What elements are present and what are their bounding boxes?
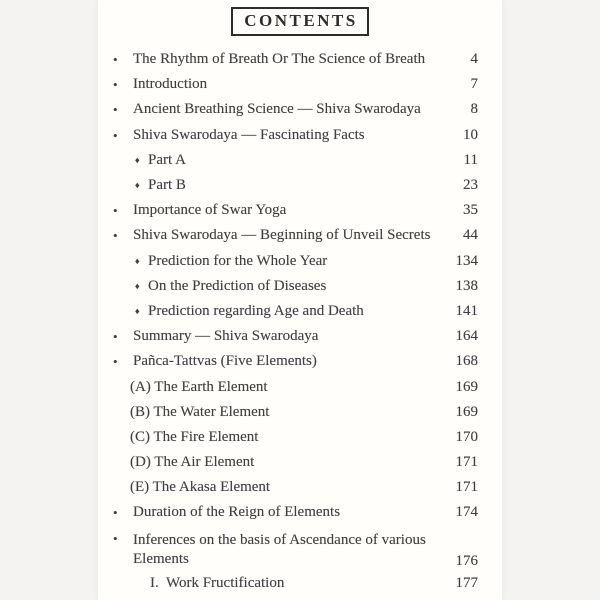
bullet-icon: ♦ — [135, 280, 140, 291]
entry-page-number: 134 — [455, 252, 478, 269]
bullet-icon: ♦ — [135, 154, 140, 165]
entry-page-number: 11 — [463, 151, 478, 168]
entry-page-number: 4 — [470, 51, 478, 68]
toc-row — [113, 249, 478, 274]
entry-page-number: 44 — [463, 227, 478, 244]
toc-list — [98, 47, 502, 596]
bullet-icon: • — [113, 102, 118, 118]
page-title: CONTENTS — [231, 7, 369, 36]
toc-row — [113, 123, 478, 148]
entry-label: Shiva Swarodaya — Fascinating Facts — [133, 126, 365, 143]
toc-row — [113, 324, 478, 349]
toc-row — [113, 72, 478, 97]
bullet-icon: • — [113, 203, 118, 219]
toc-row — [113, 97, 478, 122]
entry-page-number: 171 — [455, 479, 478, 496]
entry-page-number: 169 — [455, 378, 478, 395]
entry-label: Prediction regarding Age and Death — [148, 302, 364, 319]
toc-row — [113, 400, 478, 425]
entry-page-number: 7 — [470, 76, 478, 93]
entry-label: Part B — [148, 177, 186, 194]
toc-row — [113, 148, 478, 173]
entry-page-number: 138 — [455, 277, 478, 294]
entry-label: Summary — Shiva Swarodaya — [133, 328, 319, 345]
entry-label: Importance of Swar Yoga — [133, 202, 287, 219]
entry-label: Inferences on the basis of Ascendance of various Elements — [133, 531, 426, 568]
entry-label: (B) The Water Element — [130, 403, 270, 420]
toc-row — [113, 173, 478, 198]
entry-page-number: 176 — [455, 552, 478, 569]
entry-page-number: 174 — [455, 504, 478, 521]
toc-row — [113, 526, 478, 571]
contents-header — [98, 7, 502, 36]
entry-page-number: 177 — [455, 574, 478, 591]
entry-label: Shiva Swarodaya — Beginning of Unveil Secrets — [133, 227, 431, 244]
bullet-icon: • — [113, 52, 118, 68]
entry-label: Work Fructification — [166, 574, 285, 591]
bullet-icon: ♦ — [135, 180, 140, 191]
toc-row — [113, 475, 478, 500]
bullet-icon: ♦ — [135, 255, 140, 266]
toc-row — [113, 198, 478, 223]
bullet-icon: • — [113, 329, 118, 345]
scanned-book-page — [98, 0, 502, 600]
entry-label: On the Prediction of Diseases — [148, 277, 327, 294]
bullet-icon: • — [113, 530, 118, 546]
entry-label: Prediction for the Whole Year — [148, 252, 328, 269]
entry-page-number: 141 — [455, 302, 478, 319]
entry-label: (E) The Akasa Element — [130, 479, 271, 496]
toc-row — [113, 299, 478, 324]
entry-marker: I. — [150, 574, 159, 591]
entry-label: The Rhythm of Breath Or The Science of Breath — [133, 51, 426, 68]
entry-page-number: 23 — [463, 177, 478, 194]
entry-label: Duration of the Reign of Elements — [133, 504, 341, 521]
bullet-icon: ♦ — [135, 305, 140, 316]
entry-page-number: 168 — [455, 353, 478, 370]
toc-row — [113, 349, 478, 374]
entry-page-number: 169 — [455, 403, 478, 420]
entry-label: (A) The Earth Element — [130, 378, 268, 395]
bullet-icon: • — [113, 127, 118, 143]
entry-page-number: 10 — [463, 126, 478, 143]
toc-row — [113, 425, 478, 450]
toc-row — [113, 450, 478, 475]
entry-page-number: 164 — [455, 328, 478, 345]
toc-row — [113, 571, 478, 596]
entry-page-number: 171 — [455, 454, 478, 471]
toc-row — [113, 274, 478, 299]
entry-label: (C) The Fire Element — [130, 428, 259, 445]
entry-label: Part A — [148, 151, 186, 168]
entry-page-number: 8 — [470, 101, 478, 118]
entry-page-number: 35 — [463, 202, 478, 219]
toc-row — [113, 47, 478, 72]
entry-label: Pañca-Tattvas (Five Elements) — [133, 353, 317, 370]
bullet-icon: • — [113, 228, 118, 244]
entry-label: (D) The Air Element — [130, 454, 255, 471]
bullet-icon: • — [113, 77, 118, 93]
bullet-icon: • — [113, 354, 118, 370]
toc-row — [113, 223, 478, 248]
toc-row — [113, 374, 478, 399]
toc-row — [113, 500, 478, 525]
entry-label: Ancient Breathing Science — Shiva Swarodaya — [133, 101, 421, 118]
entry-label: Introduction — [133, 76, 208, 93]
entry-page-number: 170 — [455, 428, 478, 445]
bullet-icon: • — [113, 505, 118, 521]
